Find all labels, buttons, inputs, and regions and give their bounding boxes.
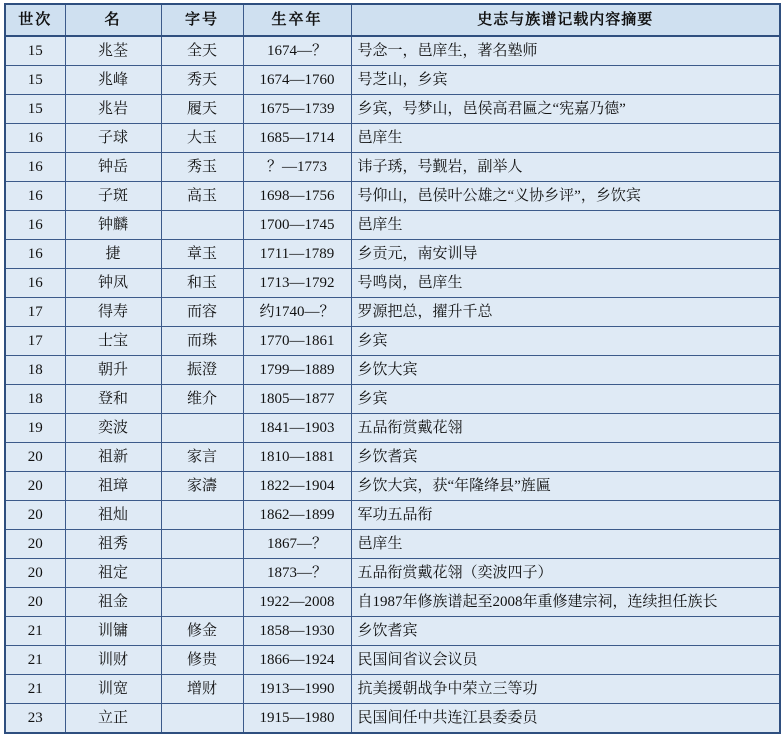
table-row	[5, 443, 780, 472]
cell-name: 士宝	[65, 327, 161, 356]
cell-generation: 20	[5, 443, 65, 472]
cell-birth-death-year: 1698—1756	[243, 182, 351, 211]
column-header-record-summary: 史志与族谱记载内容摘要	[351, 4, 780, 36]
cell-courtesy-name: 增财	[161, 675, 243, 704]
table-row	[5, 704, 780, 734]
table-row	[5, 530, 780, 559]
cell-generation: 15	[5, 66, 65, 95]
table-row	[5, 501, 780, 530]
cell-record-summary: 五品衔赏戴花翎（奕波四子）	[351, 559, 780, 588]
cell-courtesy-name: 而珠	[161, 327, 243, 356]
cell-courtesy-name: 章玉	[161, 240, 243, 269]
cell-courtesy-name: 振澄	[161, 356, 243, 385]
cell-generation: 17	[5, 327, 65, 356]
cell-birth-death-year: 1711—1789	[243, 240, 351, 269]
cell-courtesy-name: 高玉	[161, 182, 243, 211]
cell-name: 登和	[65, 385, 161, 414]
cell-generation: 18	[5, 385, 65, 414]
cell-record-summary: 抗美援朝战争中荣立三等功	[351, 675, 780, 704]
cell-record-summary: 乡宾，号梦山，邑侯高君匾之“宪嘉乃德”	[351, 95, 780, 124]
cell-name: 钟岳	[65, 153, 161, 182]
cell-record-summary: 乡饮耆宾	[351, 443, 780, 472]
table-row	[5, 124, 780, 153]
table-row	[5, 211, 780, 240]
cell-name: 祖新	[65, 443, 161, 472]
cell-generation: 18	[5, 356, 65, 385]
cell-courtesy-name: 家濤	[161, 472, 243, 501]
cell-birth-death-year: 1770—1861	[243, 327, 351, 356]
table-row	[5, 36, 780, 66]
cell-birth-death-year: 1799—1889	[243, 356, 351, 385]
cell-generation: 15	[5, 36, 65, 66]
cell-generation: 16	[5, 124, 65, 153]
cell-record-summary: 军功五品衔	[351, 501, 780, 530]
cell-name: 立正	[65, 704, 161, 734]
cell-birth-death-year: 1810—1881	[243, 443, 351, 472]
cell-courtesy-name	[161, 414, 243, 443]
table-row	[5, 356, 780, 385]
table-row	[5, 153, 780, 182]
cell-generation: 16	[5, 269, 65, 298]
cell-courtesy-name	[161, 211, 243, 240]
table-row	[5, 559, 780, 588]
cell-record-summary: 邑庠生	[351, 530, 780, 559]
cell-name: 钟麟	[65, 211, 161, 240]
cell-record-summary: 乡宾	[351, 327, 780, 356]
cell-record-summary: 乡宾	[351, 385, 780, 414]
cell-name: 子斑	[65, 182, 161, 211]
cell-birth-death-year: 1913—1990	[243, 675, 351, 704]
cell-generation: 21	[5, 675, 65, 704]
cell-courtesy-name: 和玉	[161, 269, 243, 298]
cell-name: 兆岩	[65, 95, 161, 124]
cell-name: 兆荃	[65, 36, 161, 66]
cell-generation: 21	[5, 617, 65, 646]
cell-generation: 16	[5, 182, 65, 211]
cell-courtesy-name	[161, 530, 243, 559]
cell-name: 得寿	[65, 298, 161, 327]
table-body	[5, 36, 780, 733]
cell-courtesy-name: 秀玉	[161, 153, 243, 182]
cell-generation: 16	[5, 240, 65, 269]
cell-record-summary: 邑庠生	[351, 211, 780, 240]
cell-name: 训财	[65, 646, 161, 675]
table-row	[5, 472, 780, 501]
cell-name: 兆峰	[65, 66, 161, 95]
cell-courtesy-name: 全天	[161, 36, 243, 66]
cell-generation: 20	[5, 588, 65, 617]
cell-birth-death-year: 1867—？	[243, 530, 351, 559]
cell-record-summary: 五品衔赏戴花翎	[351, 414, 780, 443]
cell-birth-death-year: 1685—1714	[243, 124, 351, 153]
column-header-name: 名	[65, 4, 161, 36]
table-row	[5, 414, 780, 443]
cell-name: 训镛	[65, 617, 161, 646]
table-row	[5, 66, 780, 95]
table-row	[5, 617, 780, 646]
cell-name: 祖璋	[65, 472, 161, 501]
cell-courtesy-name	[161, 704, 243, 734]
cell-birth-death-year: 1700—1745	[243, 211, 351, 240]
table-row	[5, 298, 780, 327]
cell-birth-death-year: ？—1773	[243, 153, 351, 182]
cell-generation: 15	[5, 95, 65, 124]
cell-generation: 23	[5, 704, 65, 734]
cell-record-summary: 乡饮大宾，获“年隆绛县”旌匾	[351, 472, 780, 501]
cell-name: 钟凤	[65, 269, 161, 298]
cell-birth-death-year: 1866—1924	[243, 646, 351, 675]
cell-record-summary: 讳子琇，号觐岩，副举人	[351, 153, 780, 182]
cell-record-summary: 号仰山，邑侯叶公雄之“义协乡评”，乡饮宾	[351, 182, 780, 211]
cell-generation: 20	[5, 559, 65, 588]
cell-record-summary: 民国间省议会议员	[351, 646, 780, 675]
table-header-row	[5, 4, 780, 36]
column-header-courtesy-name: 字号	[161, 4, 243, 36]
cell-name: 训宽	[65, 675, 161, 704]
table-row	[5, 269, 780, 298]
cell-name: 捷	[65, 240, 161, 269]
cell-name: 祖灿	[65, 501, 161, 530]
table-row	[5, 675, 780, 704]
cell-courtesy-name	[161, 501, 243, 530]
table-header	[5, 4, 780, 36]
cell-birth-death-year: 1873—？	[243, 559, 351, 588]
cell-generation: 21	[5, 646, 65, 675]
cell-courtesy-name: 秀天	[161, 66, 243, 95]
table-row	[5, 240, 780, 269]
cell-birth-death-year: 1805—1877	[243, 385, 351, 414]
cell-birth-death-year: 1841—1903	[243, 414, 351, 443]
cell-record-summary: 乡贡元，南安训导	[351, 240, 780, 269]
cell-record-summary: 乡饮大宾	[351, 356, 780, 385]
cell-generation: 20	[5, 472, 65, 501]
cell-courtesy-name: 维介	[161, 385, 243, 414]
column-header-birth-death-year: 生卒年	[243, 4, 351, 36]
cell-record-summary: 号芝山，乡宾	[351, 66, 780, 95]
column-header-generation: 世次	[5, 4, 65, 36]
cell-generation: 19	[5, 414, 65, 443]
cell-birth-death-year: 1822—1904	[243, 472, 351, 501]
cell-birth-death-year: 1922—2008	[243, 588, 351, 617]
table-row	[5, 385, 780, 414]
cell-name: 祖秀	[65, 530, 161, 559]
cell-birth-death-year: 约1740—？	[243, 298, 351, 327]
genealogy-table	[4, 3, 781, 734]
cell-record-summary: 号念一，邑庠生，著名塾师	[351, 36, 780, 66]
cell-record-summary: 民国间任中共连江县委委员	[351, 704, 780, 734]
cell-courtesy-name: 修贵	[161, 646, 243, 675]
cell-birth-death-year: 1858—1930	[243, 617, 351, 646]
cell-courtesy-name: 家言	[161, 443, 243, 472]
cell-courtesy-name: 而容	[161, 298, 243, 327]
cell-birth-death-year: 1862—1899	[243, 501, 351, 530]
cell-birth-death-year: 1674—？	[243, 36, 351, 66]
cell-courtesy-name	[161, 559, 243, 588]
cell-generation: 20	[5, 530, 65, 559]
cell-generation: 16	[5, 153, 65, 182]
cell-record-summary: 号鸣岗，邑庠生	[351, 269, 780, 298]
cell-record-summary: 自1987年修族谱起至2008年重修建宗祠，连续担任族长	[351, 588, 780, 617]
cell-name: 子球	[65, 124, 161, 153]
cell-courtesy-name	[161, 588, 243, 617]
cell-courtesy-name: 大玉	[161, 124, 243, 153]
cell-generation: 17	[5, 298, 65, 327]
cell-birth-death-year: 1675—1739	[243, 95, 351, 124]
table-row	[5, 588, 780, 617]
table-row	[5, 182, 780, 211]
cell-birth-death-year: 1713—1792	[243, 269, 351, 298]
cell-courtesy-name: 修金	[161, 617, 243, 646]
table-row	[5, 95, 780, 124]
cell-birth-death-year: 1674—1760	[243, 66, 351, 95]
cell-courtesy-name: 履天	[161, 95, 243, 124]
cell-birth-death-year: 1915—1980	[243, 704, 351, 734]
cell-generation: 20	[5, 501, 65, 530]
cell-record-summary: 罗源把总，擢升千总	[351, 298, 780, 327]
cell-record-summary: 乡饮耆宾	[351, 617, 780, 646]
cell-name: 奕波	[65, 414, 161, 443]
cell-record-summary: 邑庠生	[351, 124, 780, 153]
cell-generation: 16	[5, 211, 65, 240]
cell-name: 朝升	[65, 356, 161, 385]
cell-name: 祖金	[65, 588, 161, 617]
table-row	[5, 327, 780, 356]
cell-name: 祖定	[65, 559, 161, 588]
table-row	[5, 646, 780, 675]
